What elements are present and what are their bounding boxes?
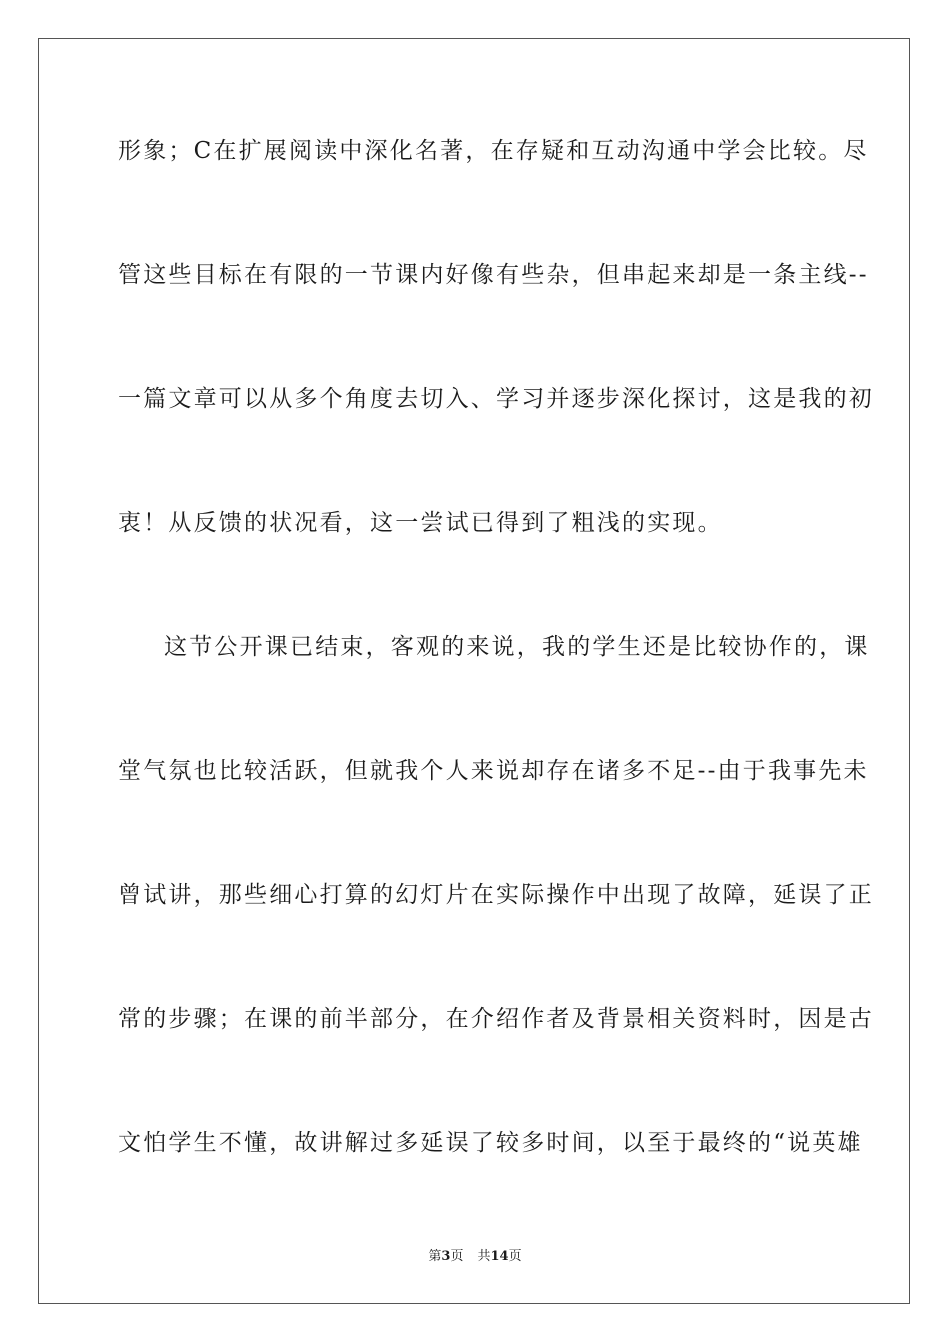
body-text-line: 常的步骤；在课的前半部分，在介绍作者及背景相关资料时，因是古 xyxy=(118,1006,874,1032)
footer-prefix: 第 xyxy=(428,1249,442,1264)
footer-page-suffix: 页 xyxy=(450,1249,464,1264)
total-pages-number: 14 xyxy=(490,1249,509,1264)
footer-total-prefix: 共 xyxy=(477,1249,491,1264)
body-text-line: 衷！从反馈的状况看，这一尝试已得到了粗浅的实现。 xyxy=(118,510,723,536)
body-text-line: 管这些目标在有限的一节课内好像有些杂，但串起来却是一条主线-- xyxy=(118,262,869,288)
body-text-line: 形象；C在扩展阅读中深化名著，在存疑和互动沟通中学会比较。尽 xyxy=(118,138,869,164)
page-footer xyxy=(0,1248,950,1266)
body-text-line: 文怕学生不懂，故讲解过多延误了较多时间，以至于最终的“说英雄 xyxy=(118,1130,863,1156)
current-page-number: 3 xyxy=(441,1249,451,1264)
body-text-line: 堂气氛也比较活跃，但就我个人来说却存在诸多不足--由于我事先未 xyxy=(118,758,869,784)
paragraph-first-line: 这节公开课已结束，客观的来说，我的学生还是比较协作的，课 xyxy=(164,634,870,660)
body-text-line: 曾试讲，那些细心打算的幻灯片在实际操作中出现了故障，延误了正 xyxy=(118,882,874,908)
body-text-line: 一篇文章可以从多个角度去切入、学习并逐步深化探讨，这是我的初 xyxy=(118,386,874,412)
footer-total-suffix: 页 xyxy=(508,1249,522,1264)
page-border xyxy=(38,38,910,1304)
